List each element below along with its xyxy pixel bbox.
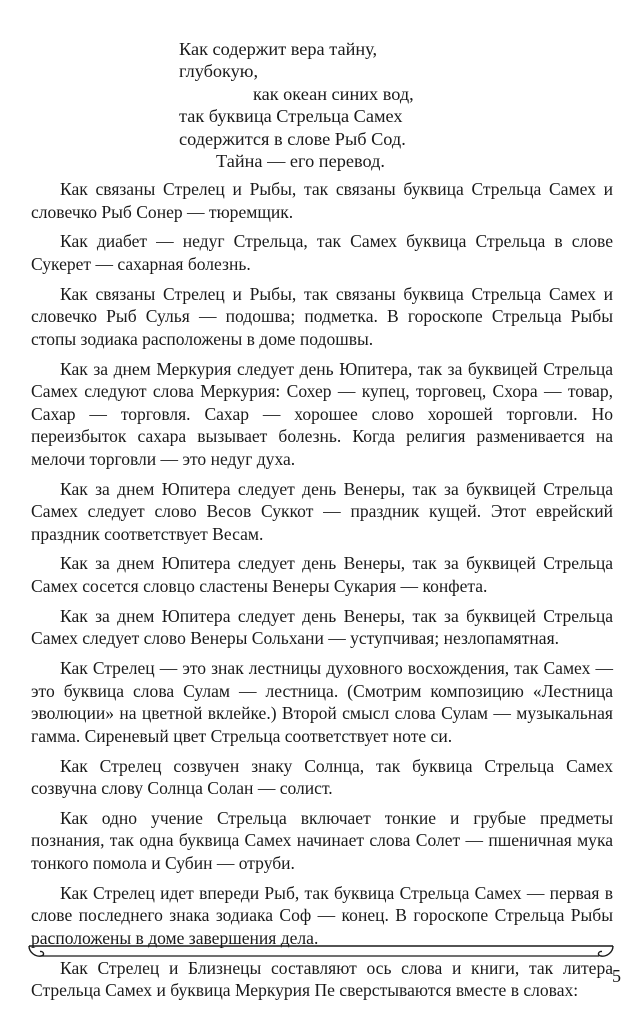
poem-line: Тайна — его перевод. (216, 151, 385, 172)
poem-line: содержится в слове Рыб Сод. (179, 128, 406, 149)
epigraph-poem (179, 38, 479, 172)
poem-line: глубокую, (179, 61, 259, 82)
paragraph: Как Стрелец идет впереди Рыб, так буквица Стрельца Самех — первая в слове последнего знака зодиака Соф — конец. В гороскопе Стрельца Рыбы расположены в доме завершения дела. (31, 882, 613, 948)
poem-line: так буквица Стрельца Самех (179, 106, 403, 127)
paragraph: Как Стрелец созвучен знаку Солнца, так буквица Стрельца Самех созвучна слову Солнца Солан — солист. (31, 755, 613, 799)
paragraph: Как связаны Стрелец и Рыбы, так связаны буквица Стрельца Самех и словечко Рыб Сонер — тюремщик. (31, 179, 613, 222)
paragraph: Как за днем Юпитера следует день Венеры, так за буквицей Стрельца Самех сосется словцо сластены Венеры Сукария — конфета. (31, 553, 613, 596)
paragraph: Как Стрелец и Близнецы составляют ось слова и книги, так литера Стрельца Самех и буквица Меркурия Пе сверстываются вместе в словах: (31, 957, 613, 1001)
paragraph: Как за днем Юпитера следует день Венеры, так за буквицей Стрельца Самех следует слово Весов Суккот — праздник кущей. Этот еврейский праздник соответствует Весам. (31, 478, 613, 544)
rule-left-curl (29, 946, 44, 956)
paragraph: Как одно учение Стрельца включает тонкие и грубые предметы познания, так одна буквица Самех начинает слова Солет — пшеничная мука тонкого помола и Субин — отруби. (31, 807, 613, 874)
poem-line: как океан синих вод, (253, 83, 414, 104)
paragraph: Как связаны Стрелец и Рыбы, так связаны буквица Стрельца Самех и словечко Рыб Сулья — подошва; подметка. В гороскопе Стрельца Рыбы стопы зодиака расположены в доме подошвы. (31, 283, 613, 349)
paragraph: Как диабет — недуг Стрельца, так Самех буквица Стрельца в слове Сукерет — сахарная болезнь. (31, 231, 613, 274)
body-text (31, 178, 613, 1009)
paragraph: Как Стрелец — это знак лестницы духовного восхождения, так Самех — это буквица слова Сулам — лестница. (Смотрим композицию «Лестница эволюции» на цветной вклейке.) Второй смысл слова Сулам — музыкальная гамма. Сиреневый цвет Стрельца соответствует ноте си. (31, 658, 613, 746)
decorative-footer-rule (27, 940, 617, 968)
rule-right-curl (598, 946, 613, 956)
paragraph: Как за днем Юпитера следует день Венеры, так за буквицей Стрельца Самех следует слово Венеры Сольхани — уступчивая; незлопамятная. (31, 605, 613, 649)
paragraph: Как за днем Меркурия следует день Юпитера, так за буквицей Стрельца Самех следуют слова Меркурия: Сохер — купец, торговец, Схора — товар, Сахар — торговля. Сахар — хорошее слово хорошей торговли. Но переизбыток сахара вызывает болезнь. Когда религия разменивается на мелочи торговли — это недуг духа. (31, 358, 613, 469)
page-number: 5 (612, 966, 621, 986)
poem-line: Как содержит вера тайну, (179, 39, 378, 59)
